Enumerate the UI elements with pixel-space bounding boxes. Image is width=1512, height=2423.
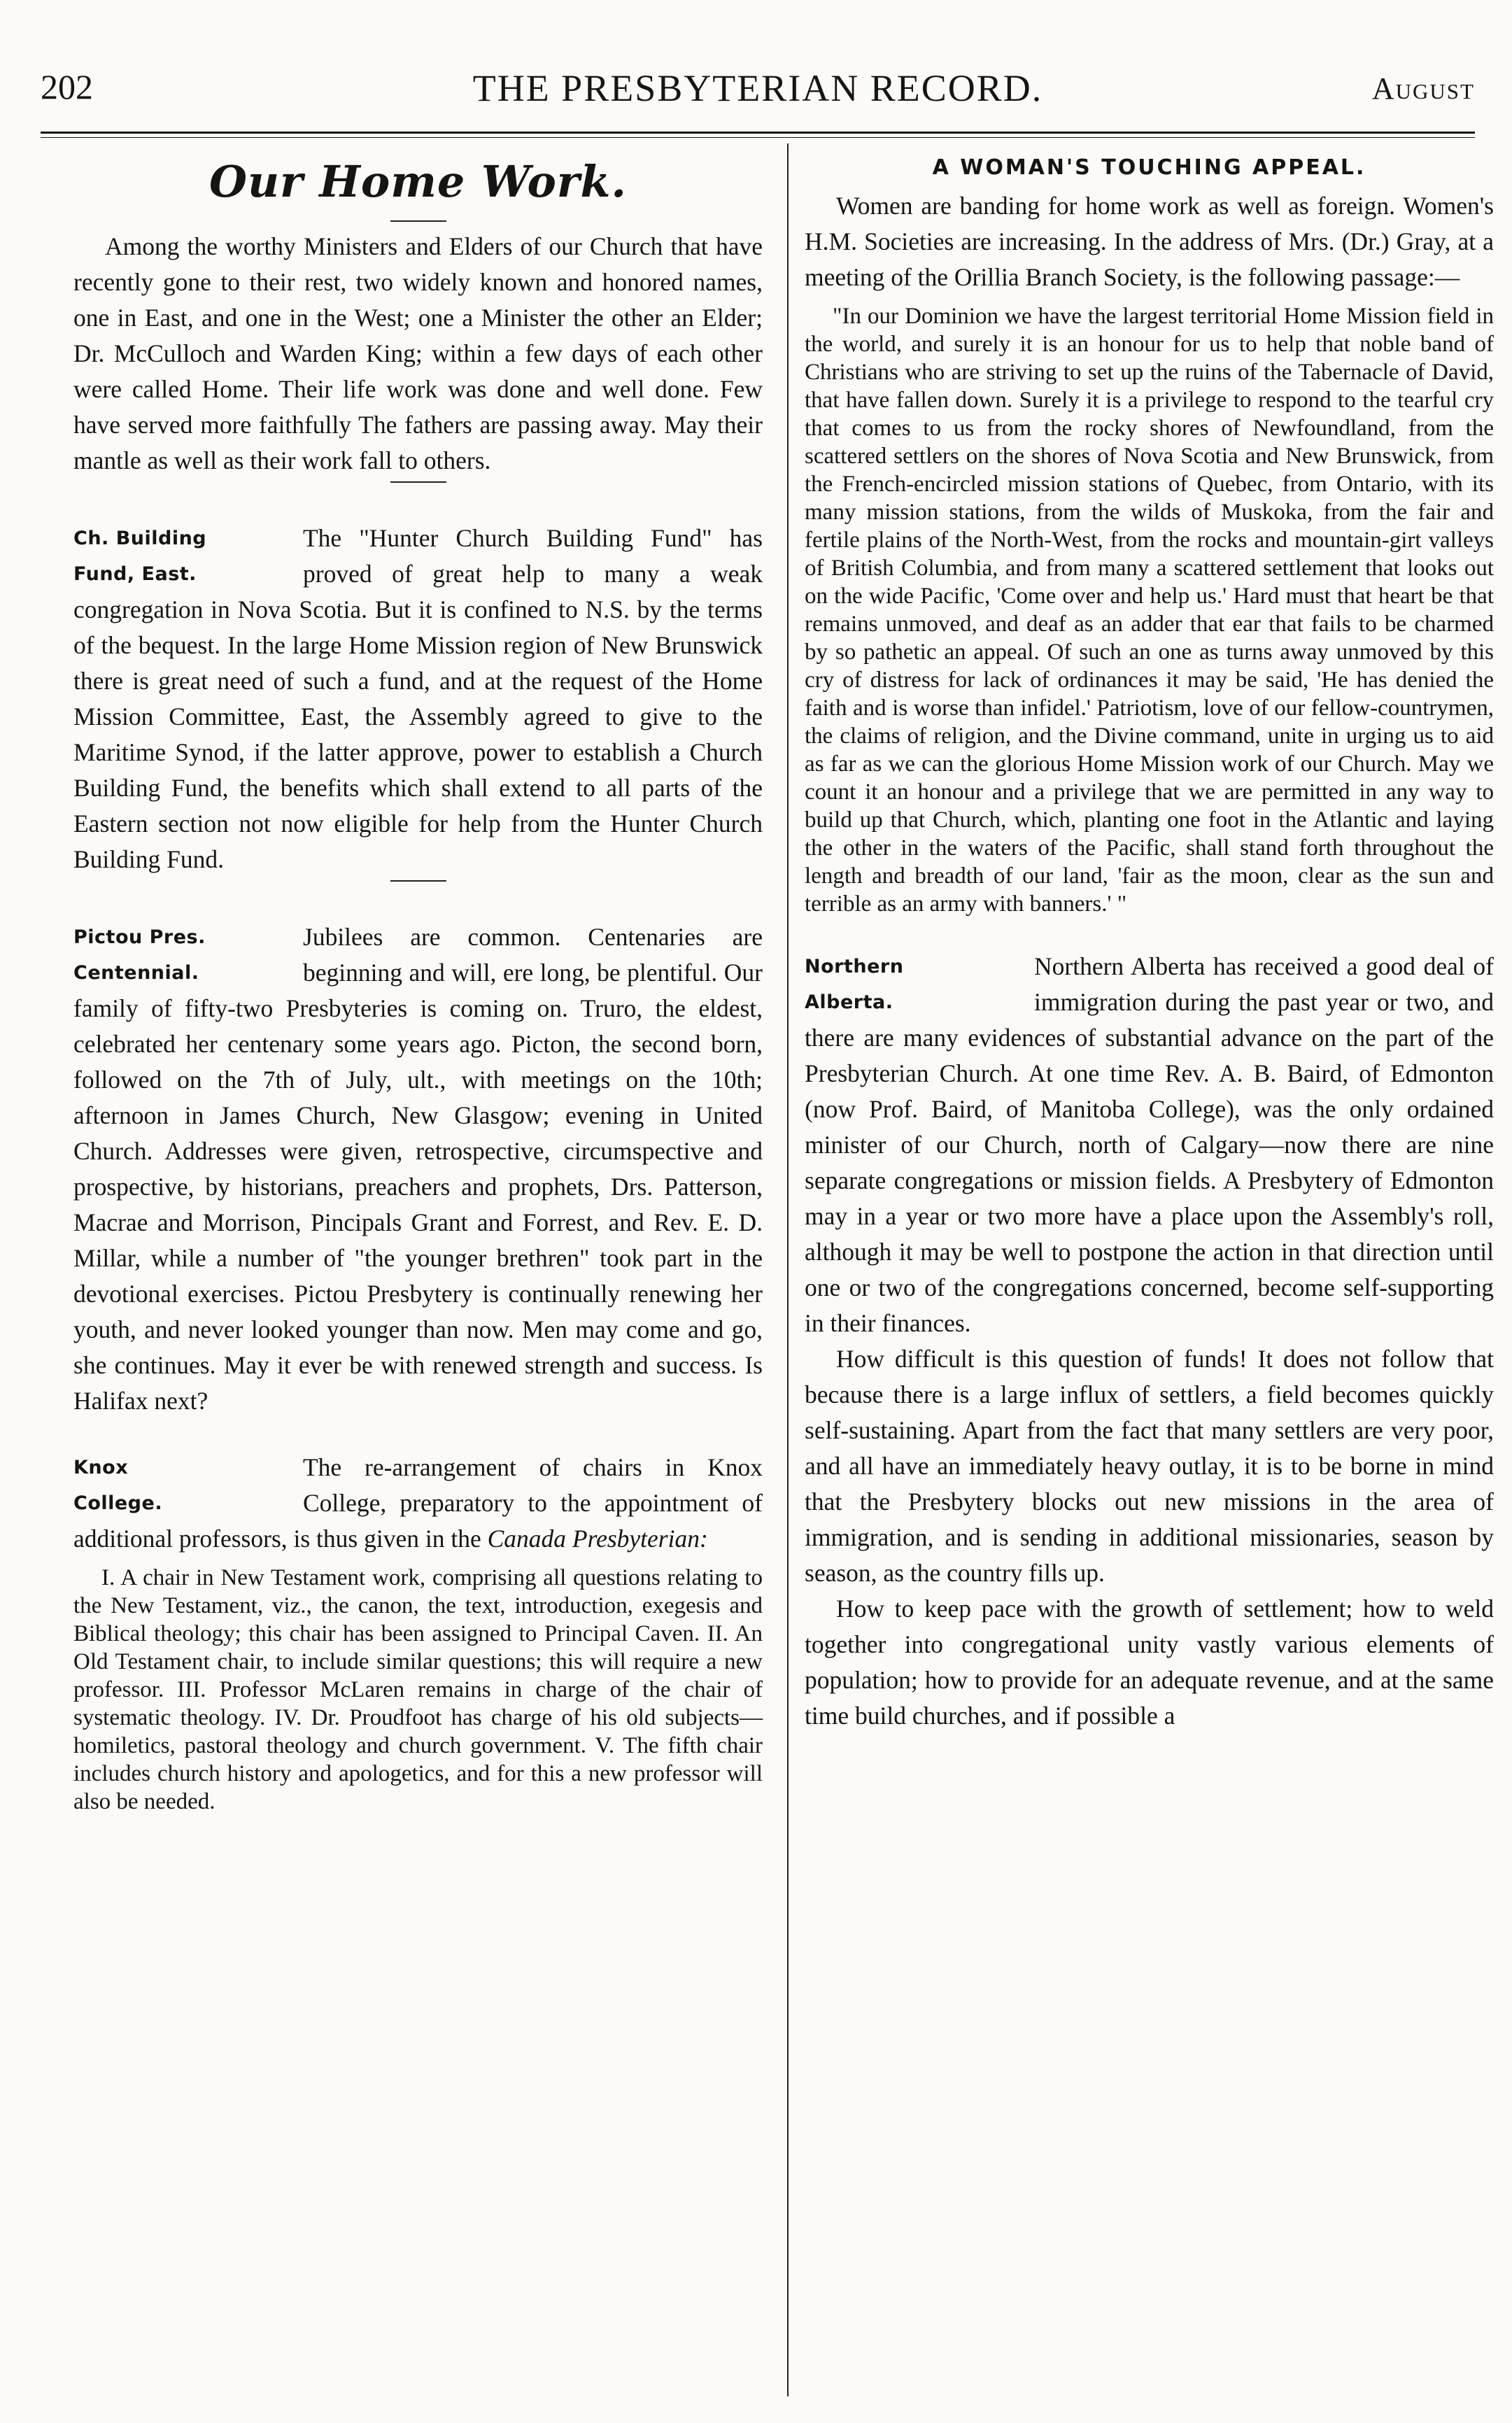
quoted-text [73,1564,763,1816]
article-building-fund [73,521,763,877]
quoted-text [805,302,1494,918]
side-heading-line: Centennial. [73,962,199,984]
side-heading [73,1450,290,1521]
article-text-main: The re-arrangement of chairs in Knox College, preparatory to the appointment of additional professors, is thus given in the [73,1453,763,1553]
header-rule-thin [41,137,1475,138]
side-heading-line: Alberta. [805,991,893,1013]
source-name: Canada Presbyterian: [487,1525,708,1553]
page-number: 202 [41,67,93,106]
side-heading-line: Fund, East. [73,563,197,585]
header-rule [41,132,1475,134]
side-heading-line: Ch. Building [73,528,207,549]
side-heading [805,949,1022,1020]
side-heading-line: Pictou Pres. [73,926,206,948]
side-heading [73,521,290,592]
title-rule [390,220,446,222]
quote-paragraph: I. A chair in New Testament work, comprising all questions relating to the New Testament, viz., the canon, the text, introduction, exegesis and Biblical theology; this chair has been assigned to Principal Caven. II. An Old Testament chair, to include similar questions; this will require a new professor. III. Professor McLaren remains in charge of the chair of systematic theology. IV. Dr. Proudfoot has charge of his old subjects—homiletics, pastoral theology and church government. V. The fifth chair includes church history and apologetics, and for this a new professor will also be needed. [73,1565,763,1814]
article-knox [73,1450,763,1816]
column-divider [787,143,789,2396]
article-pictou [73,919,763,1419]
intro-paragraph: Among the worthy Ministers and Elders of our Church that have recently gone to their rest, two widely known and honored names, one in East, and one in the West; one a Minister the other an Elder; Dr. McCulloch and Warden King; within a few days of each other were called Home. Their life work was done and well done. Few have served more faithfully The fathers are passing away. May their mantle as well as their work fall to others. [73,232,763,474]
article-text: The "Hunter Church Building Fund" has proved of great help to many a weak congregation in Nova Scotia. But it is confined to N.S. by the terms of the bequest. In the large Home Mission region of New Brunswick there is great need of such a fund, and at the request of the Home Mission Committee, East, the Assembly agreed to give to the Maritime Synod, if the latter approve, power to establish a Church Building Fund, the benefits which shall extend to all parts of the Eastern section not now eligible for help from the Hunter Church Building Fund. [73,524,763,873]
section-title: Our Home Work. [209,156,628,207]
side-heading-line: Knox [73,1457,129,1478]
section-rule [390,880,446,882]
section-rule [390,481,446,483]
left-column [73,150,763,1816]
side-heading-line: Northern [805,956,904,977]
article-text: Jubilees are common. Centenaries are beginning and will, ere long, be plentiful. Our family of fifty-two Presbyteries is coming on. Truro, the eldest, celebrated her centenary some years ago. Picton, the second born, followed on the 7th of July, ult., with meetings on the 10th; afternoon in James Church, New Glasgow; evening in United Church. Addresses were given, retrospective, circumspective and prospective, by historians, preachers and prophets, Drs. Patterson, Macrae and Morrison, Pincipals Grant and Forrest, and Rev. E. D. Millar, while a number of "the younger brethren" took part in the devotional exercises. Pictou Presbytery is continually renewing her youth, and never looked younger than now. Men may come and go, she continues. May it ever be with renewed strength and success. Is Halifax next? [73,923,763,1415]
article-heading: A WOMAN'S TOUCHING APPEAL. [932,155,1366,180]
quote-paragraph: "In our Dominion we have the largest territorial Home Mission field in the world, and surely it is an honour for us to help that noble band of Christians who are striving to set up the ruins of the Tabernacle of David, that have fallen down. Surely it is a privilege to respond to the tearful cry that comes to us from the rocky shores of Newfoundland, from the scattered settlers on the shores of Nova Scotia and New Brunswick, from the French-encircled mission stations of Quebec, from Ontario, with its many mission stations, from the wilds of Muskoka, from the fair and fertile plains of the North-West, from the rocks and mountain-girt valleys of British Columbia, and from many a scattered settlement that looks out on the wide Pacific, 'Come over and help us.' Hard must that heart be that remains unmoved, and deaf as an adder that ear that fails to be charmed by so pathetic an appeal. Of such an one as turns away unmoved by this cry of distress for lack of ordinances it may be said, 'He has denied the faith and is worse than infidel.' Patriotism, love of our fellow-countrymen, the claims of religion, and the Divine command, unite in urging us to aid as far as we can the glorious Home Mission work of our Church. May we count it an honour and a privilege that we are permitted in any way to build up that Church, which, planting one foot in the Atlantic and laying the other in the waters of the Pacific, shall stand forth throughout the length and breadth of our land, 'fair as the moon, clear as the sun and terrible as an army with banners.' " [805,304,1494,917]
right-column [805,150,1494,1734]
side-heading [73,919,290,991]
publication-title: THE PRESBYTERIAN RECORD. [472,67,1043,109]
side-heading-line: College. [73,1492,163,1514]
pace-paragraph: How to keep pace with the growth of settlement; how to weld together into congregational unity vastly various elements of population; how to provide for an adequate revenue, and at the same time build churches, and if possible a [805,1595,1494,1730]
article-text: Northern Alberta has received a good deal of immigration during the past year or two, and there are many evidences of substantial advance on the part of the Presbyterian Church. At one time Rev. A. B. Baird, of Edmonton (now Prof. Baird, of Manitoba College), was the only ordained minister of our Church, north of Calgary—now there are nine separate congregations or mission fields. A Presbytery of Edmonton may in a year or two more have a place upon the Assembly's roll, although it may be well to postpone the action in that direction until one or two of the congregations concerned, become self-supporting in their finances. [805,952,1494,1337]
page-header [41,66,1475,122]
appeal-intro: Women are banding for home work as well as foreign. Women's H.M. Societies are increasing. In the address of Mrs. (Dr.) Gray, at a meeting of the Orillia Branch Society, is the following passage:— [805,192,1494,291]
article-northern-alberta [805,949,1494,1341]
funds-paragraph: How difficult is this question of funds! It does not follow that because there is a large influx of settlers, a field becomes quickly self-sustaining. Apart from the fact that many settlers are very poor, and all have an immediately heavy outlay, it is to be borne in mind that the Presbytery blocks out new missions in the area of immigration, and is sending in additional missionaries, season by season, as the country fills up. [805,1345,1494,1587]
issue-month: August [1371,71,1475,106]
